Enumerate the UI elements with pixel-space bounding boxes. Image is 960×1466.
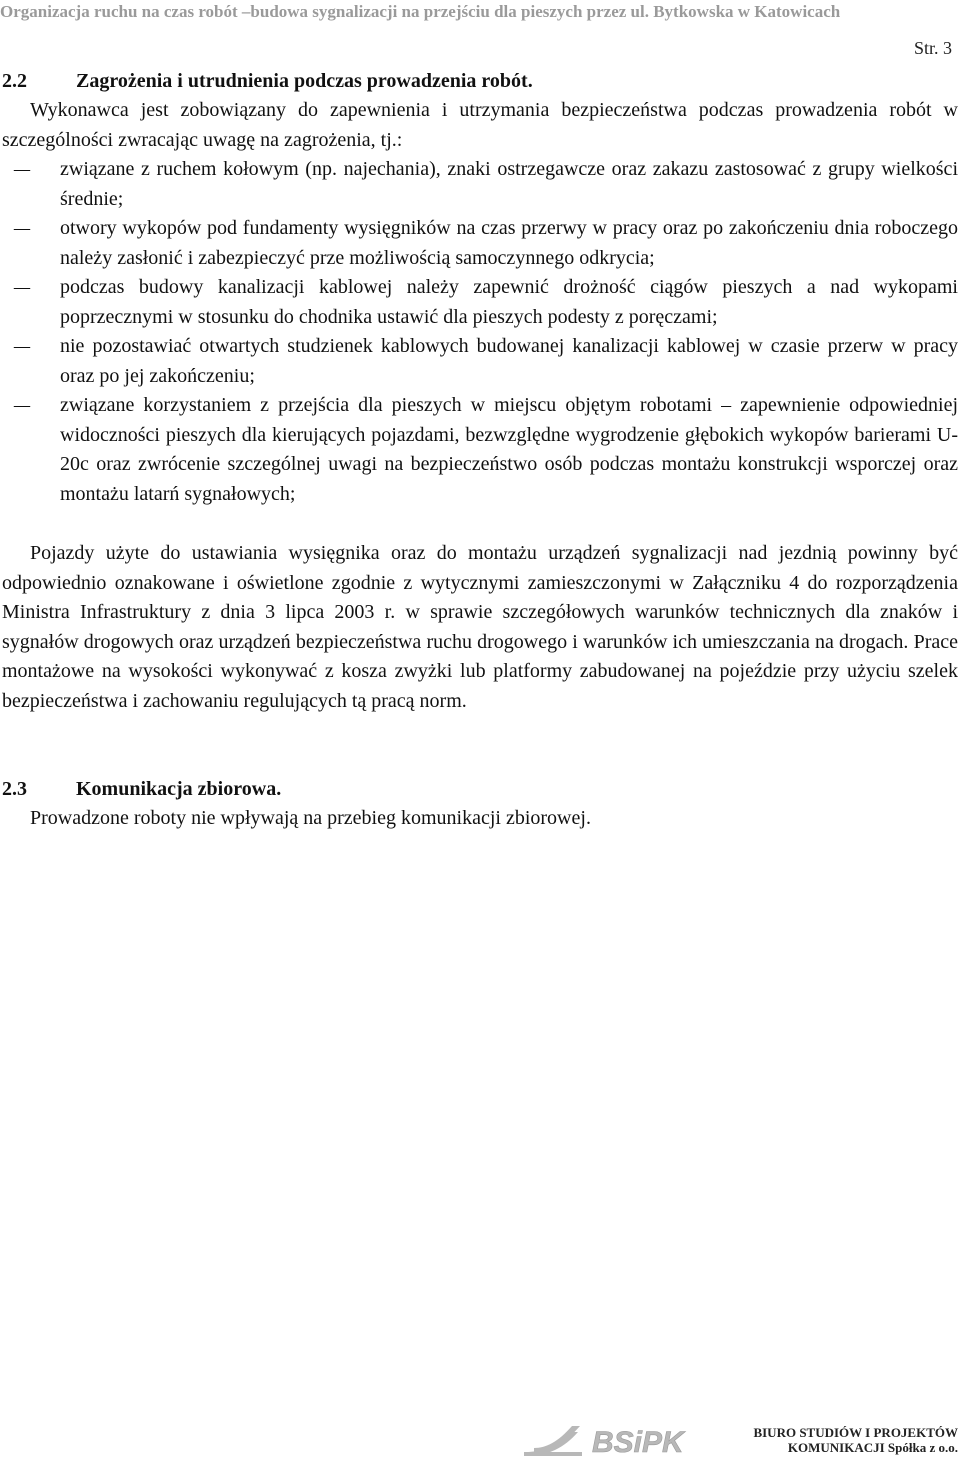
company-line-2: KOMUNIKACJI Spółka z o.o.	[787, 1440, 958, 1455]
document-body	[0, 66, 958, 834]
dash-bullet-icon	[14, 273, 44, 303]
list-item-text: związane korzystaniem z przejścia dla pieszych w miejscu objętym robotami – zapewnienie odpowiedniej widoczności pieszych dla kierujących pojazdami, bezwzględne wygrodzenie głębokich wykopów barierami U-20c oraz zwrócenie szczególnej uwagi na bezpieczeństwo osób podczas montażu konstrukcji wsporczej oraz montażu latarń sygnałowych;	[60, 394, 958, 505]
section-number: 2.3	[2, 778, 27, 800]
company-line-1: BIURO STUDIÓW I PROJEKTÓW	[753, 1425, 958, 1440]
dash-bullet-icon	[14, 214, 44, 244]
list-item-text: nie pozostawiać otwartych studzienek kablowych budowanej kanalizacji kablowej w czasie przerw w pracy oraz po jej zakończeniu;	[60, 335, 958, 387]
footer	[520, 1418, 960, 1462]
list-item-text: podczas budowy kanalizacji kablowej należy zapewnić drożność ciągów pieszych a nad wykopami poprzecznymi w stosunku do chodnika ustawić dla pieszych podesty z poręczami;	[60, 276, 958, 328]
dash-bullet-icon	[14, 155, 44, 185]
bsipk-logo	[520, 1422, 730, 1458]
section-heading-2-3	[0, 774, 958, 804]
list-item	[0, 155, 958, 214]
list-item-text: otwory wykopów pod fundamenty wysięgników na czas przerwy w pracy oraz po zakończeniu dnia roboczego należy zasłonić i zabezpieczyć prze możliwością samoczynnego odkrycia;	[60, 217, 958, 269]
intro-paragraph: Wykonawca jest zobowiązany do zapewnienia i utrzymania bezpieczeństwa podczas prowadzenia robót w szczególności zwracając uwagę na zagrożenia, tj.:	[2, 99, 958, 151]
running-header: Organizacja ruchu na czas robót –budowa sygnalizacji na przejściu dla pieszych przez ul. Bytkowska w Katowicach	[0, 2, 841, 21]
dash-bullet-icon	[14, 332, 44, 362]
list-item	[0, 273, 958, 332]
list-item	[0, 332, 958, 391]
list-item	[0, 391, 958, 509]
list-item-text: związane z ruchem kołowym (np. najechania), znaki ostrzegawcze oraz zakazu zastosować z grupy wielkości średnie;	[60, 158, 958, 210]
hazard-list	[0, 155, 958, 509]
section-heading-2-2	[0, 66, 958, 96]
section-title: Zagrożenia i utrudnienia podczas prowadzenia robót.	[76, 70, 533, 92]
section-number: 2.2	[2, 70, 27, 92]
company-name	[753, 1425, 958, 1455]
logo-wordmark: BSiPK	[592, 1426, 684, 1458]
section-title: Komunikacja zbiorowa.	[76, 778, 282, 800]
page-number: Str. 3	[913, 38, 952, 58]
list-item	[0, 214, 958, 273]
dash-bullet-icon	[14, 391, 44, 421]
vehicles-paragraph: Pojazdy użyte do ustawiania wysięgnika oraz do montażu urządzeń sygnalizacji nad jezdnią powinny być odpowiednio oznakowane i oświetlone zgodnie z wytycznymi zamieszczonymi w Załączniku 4 do rozporządzenia Ministra Infrastruktury z dnia 3 lipca 2003 r. w sprawie szczegółowych warunków technicznych dla znaków i sygnałów drogowych oraz urządzeń bezpieczeństwa ruchu drogowego i warunków ich umieszczania na drogach. Prace montażowe na wysokości wykonywać z kosza zwyżki lub platformy zabudowanej na pojeździe przy użyciu szelek bezpieczeństwa i zachowaniu regulujących tą pracą norm.	[2, 542, 958, 712]
public-transport-paragraph: Prowadzone roboty nie wpływają na przebieg komunikacji zbiorowej.	[30, 807, 591, 829]
